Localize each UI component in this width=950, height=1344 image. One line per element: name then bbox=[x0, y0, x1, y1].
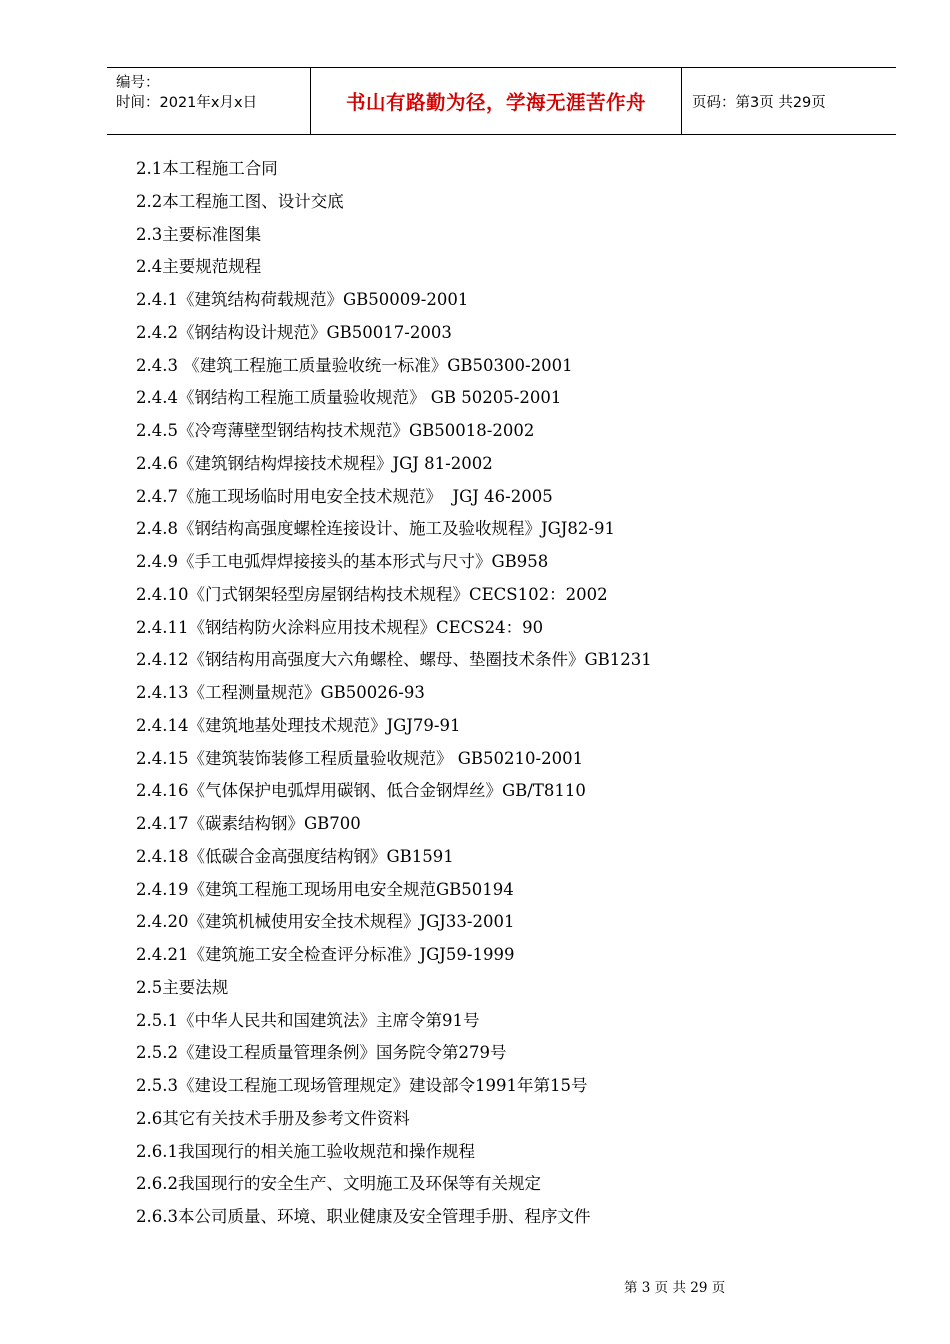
document-line: 2.4.6《建筑钢结构焊接技术规程》JGJ 81-2002 bbox=[136, 453, 493, 473]
motto-text: 书山有路勤为径，学海无涯苦作舟 bbox=[345, 91, 646, 114]
document-line: 2.4.11《钢结构防火涂料应用技术规程》CECS24：90 bbox=[136, 617, 544, 637]
document-line: 2.5主要法规 bbox=[136, 977, 229, 997]
document-line: 2.4.1《建筑结构荷载规范》GB50009-2001 bbox=[136, 290, 469, 309]
document-line: 2.6.3本公司质量、环境、职业健康及安全管理手册、程序文件 bbox=[136, 1207, 591, 1226]
document-line: 2.4.7《施工现场临时用电安全技术规范》 JGJ 46-2005 bbox=[136, 486, 553, 506]
document-line: 2.5.1《中华人民共和国建筑法》主席令第91号 bbox=[136, 1010, 480, 1030]
document-line: 2.4.16《气体保护电弧焊用碳钢、低合金钢焊丝》GB/T8110 bbox=[136, 781, 586, 801]
header-page-cell bbox=[682, 68, 896, 134]
document-line: 2.4.15《建筑装饰装修工程质量验收规范》 GB50210-2001 bbox=[136, 748, 584, 768]
header-page-code: 页码：第3页 共29页 bbox=[692, 94, 826, 111]
page-footer: 第 3 页 共 29 页 bbox=[624, 1280, 726, 1296]
document-line: 2.4.13《工程测量规范》GB50026-93 bbox=[136, 683, 425, 702]
document-line: 2.4.9《手工电弧焊焊接接头的基本形式与尺寸》GB958 bbox=[136, 552, 549, 571]
document-line: 2.4.14《建筑地基处理技术规范》JGJ79-91 bbox=[136, 715, 461, 735]
document-line: 2.6其它有关技术手册及参考文件资料 bbox=[136, 1108, 410, 1128]
document-line: 2.6.1我国现行的相关施工验收规范和操作规程 bbox=[136, 1141, 475, 1161]
document-line: 2.4.17《碳素结构钢》GB700 bbox=[136, 814, 361, 833]
document-number-label: 编号： bbox=[116, 75, 160, 91]
document-line: 2.4.21《建筑施工安全检查评分标准》JGJ59-1999 bbox=[136, 945, 515, 964]
document-body bbox=[136, 153, 896, 1234]
document-line: 2.4.10《门式钢架轻型房屋钢结构技术规程》CECS102：2002 bbox=[136, 584, 608, 604]
document-line: 2.4.12《钢结构用高强度大六角螺栓、螺母、垫圈技术条件》GB1231 bbox=[136, 650, 652, 670]
document-line: 2.4主要规范规程 bbox=[136, 257, 262, 277]
document-line: 2.2本工程施工图、设计交底 bbox=[136, 191, 344, 211]
document-line: 2.4.20《建筑机械使用安全技术规程》JGJ33-2001 bbox=[136, 912, 515, 932]
document-line: 2.4.18《低碳合金高强度结构钢》GB1591 bbox=[136, 846, 454, 866]
document-header bbox=[107, 67, 896, 135]
document-line: 2.4.3 《建筑工程施工质量验收统一标准》GB50300-2001 bbox=[136, 355, 573, 375]
header-motto-cell bbox=[310, 68, 682, 134]
document-line: 2.4.4《钢结构工程施工质量验收规范》 GB 50205-2001 bbox=[136, 388, 562, 408]
document-line: 2.4.5《冷弯薄壁型钢结构技术规范》GB50018-2002 bbox=[136, 421, 535, 440]
document-line: 2.1本工程施工合同 bbox=[136, 159, 278, 178]
document-line: 2.4.2《钢结构设计规范》GB50017-2003 bbox=[136, 322, 452, 342]
document-date-label: 时间：2021年x月x日 bbox=[116, 95, 258, 111]
document-line: 2.5.2《建设工程质量管理条例》国务院令第279号 bbox=[136, 1043, 507, 1063]
header-meta-cell bbox=[107, 68, 310, 134]
document-line: 2.6.2我国现行的安全生产、文明施工及环保等有关规定 bbox=[136, 1174, 541, 1194]
document-line: 2.5.3《建设工程施工现场管理规定》建设部令1991年第15号 bbox=[136, 1076, 588, 1095]
document-line: 2.3主要标准图集 bbox=[136, 224, 262, 244]
document-line: 2.4.8《钢结构高强度螺栓连接设计、施工及验收规程》JGJ82-91 bbox=[136, 519, 615, 539]
document-line: 2.4.19《建筑工程施工现场用电安全规范GB50194 bbox=[136, 879, 514, 899]
